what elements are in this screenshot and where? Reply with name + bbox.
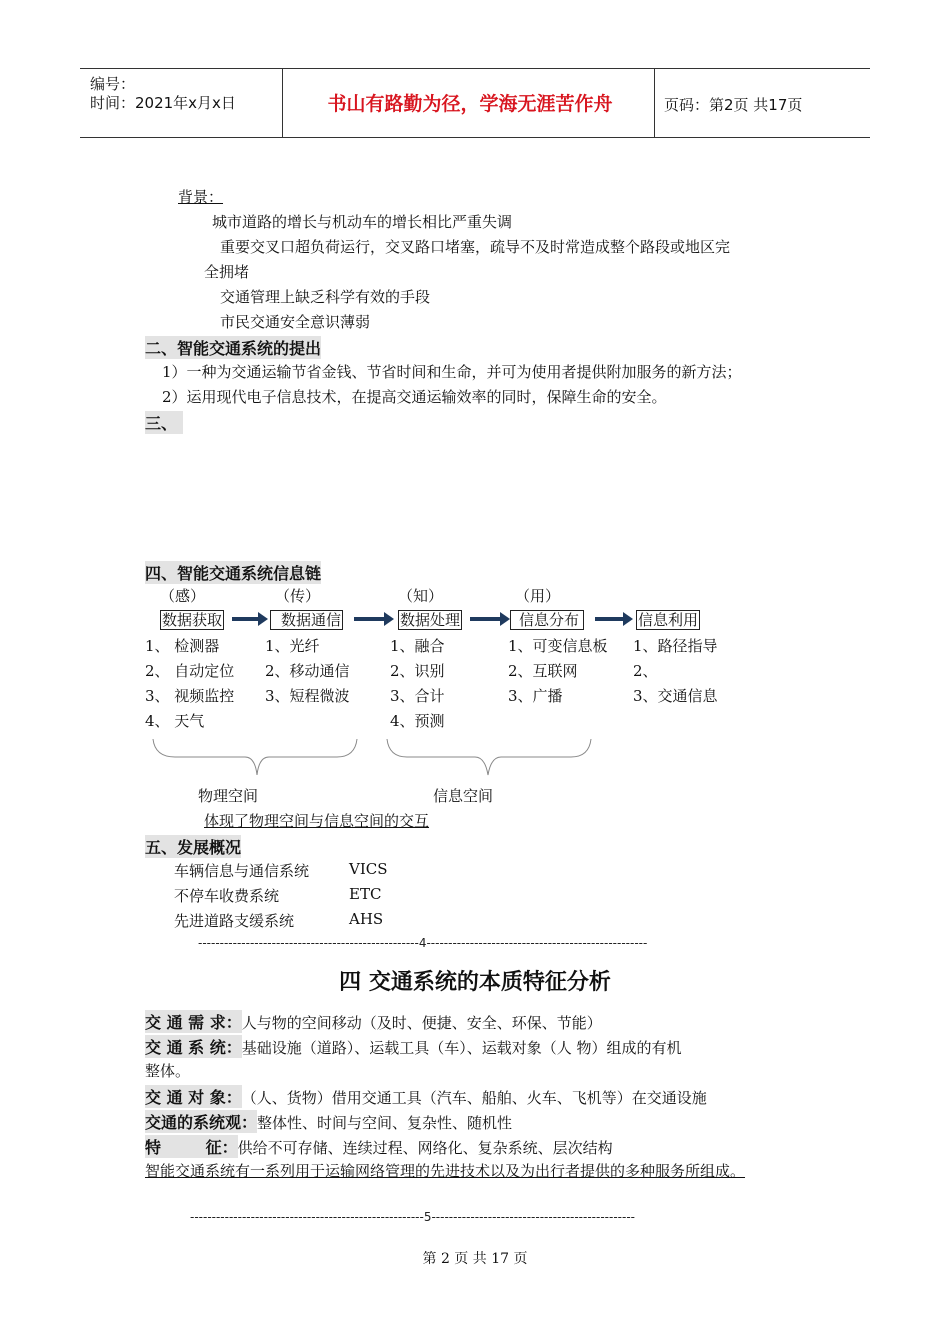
- background-line: 全拥堵: [204, 263, 250, 281]
- section2-item: 1）一种为交通运输节省金钱、节省时间和生命，并可为使用者提供附加服务的新方法；: [162, 363, 742, 381]
- right-arrow-icon: [595, 612, 633, 626]
- background-line: 交通管理上缺乏科学有效的手段: [220, 288, 431, 306]
- closing-sentence: 智能交通系统有一系列用于运输网络管理的先进技术以及为出行者提供的多种服务所组成。: [145, 1162, 746, 1180]
- feature-row: [145, 1085, 707, 1108]
- page-footer: 第 2 页 共 17 页: [422, 1251, 528, 1267]
- stage-item: 2、: [633, 662, 658, 680]
- brace-info: [387, 739, 591, 775]
- feature-label: 特 征：: [145, 1135, 238, 1158]
- stage-box-info-distribution: 信息分布: [510, 610, 584, 630]
- feature-text: 整体。: [145, 1062, 191, 1080]
- stage-item: 1、 检测器: [145, 637, 220, 655]
- system-name: 先进道路支缓系统: [174, 912, 295, 930]
- stage-item: 2、移动通信: [265, 662, 350, 680]
- feature-row: [145, 1010, 602, 1033]
- brace-physical: [153, 739, 357, 775]
- stage-item: 3、交通信息: [633, 687, 718, 705]
- right-arrow-icon: [470, 612, 510, 626]
- stage-item: 3、广播: [508, 687, 563, 705]
- interaction-summary: 体现了物理空间与信息空间的交互: [204, 812, 430, 830]
- feature-text: 整体性、时间与空间、复杂性、随机性: [257, 1114, 513, 1132]
- stage-item: 2、 自动定位: [145, 662, 235, 680]
- feature-label: 交 通 需 求：: [145, 1010, 242, 1033]
- header-divider: [282, 69, 283, 137]
- page-header: [80, 68, 870, 138]
- stage-item: 3、短程微波: [265, 687, 350, 705]
- stage-tag: （用）: [515, 587, 561, 605]
- number-label: 编号：: [90, 75, 136, 93]
- feature-row: [145, 1060, 190, 1081]
- stage-item: 1、光纤: [265, 637, 320, 655]
- header-motto: 书山有路勤为径，学海无涯苦作舟: [327, 93, 613, 115]
- right-arrow-icon: [232, 612, 268, 626]
- section4-heading: 四、智能交通系统信息链: [145, 561, 321, 584]
- system-name: 不停车收费系统: [174, 887, 280, 905]
- system-name: 车辆信息与通信系统: [174, 862, 310, 880]
- background-line: 重要交叉口超负荷运行，交叉路口堵塞，疏导不及时常造成整个路段或地区完: [220, 238, 731, 256]
- stage-item: 2、互联网: [508, 662, 578, 680]
- system-abbr: ETC: [349, 885, 382, 903]
- feature-label: 交 通 对 象：: [145, 1085, 242, 1108]
- stage-box-data-processing: 数据处理: [400, 611, 461, 629]
- feature-label: 交 通 系 统：: [145, 1035, 242, 1058]
- page-code: 页码：第2页 共17页: [664, 96, 803, 114]
- right-arrow-icon: [354, 612, 394, 626]
- stage-item: 1、可变信息板: [508, 637, 608, 655]
- system-abbr: AHS: [349, 910, 384, 928]
- feature-row: [145, 1035, 682, 1058]
- stage-item: 4、 天气: [145, 712, 205, 730]
- section2-heading: 二、智能交通系统的提出: [145, 336, 321, 359]
- page-separator: ------------------------------------------------------5-----------------------------------------------: [190, 1210, 635, 1224]
- stage-box-data-acquisition: 数据获取: [162, 611, 223, 629]
- chapter-title: 四 交通系统的本质特征分析: [339, 970, 611, 995]
- feature-text: 人与物的空间移动（及时、便捷、安全、环保、节能）: [241, 1014, 602, 1032]
- feature-row: [145, 1110, 512, 1133]
- stage-item: 3、 视频监控: [145, 687, 235, 705]
- stage-box-info-utilization: 信息利用: [638, 611, 699, 629]
- stage-item: 3、合计: [390, 687, 445, 705]
- section3-heading: 三、: [145, 411, 183, 434]
- section2-item: 2）运用现代电子信息技术，在提高交通运输效率的同时，保障生命的安全。: [162, 388, 667, 406]
- feature-text: 供给不可存储、连续过程、网络化、复杂系统、层次结构: [237, 1139, 613, 1157]
- page-separator: ---------------------------------------------------4---------------------------------------------------: [198, 936, 648, 950]
- header-divider: [654, 69, 655, 137]
- stage-item: 1、路径指导: [633, 637, 718, 655]
- stage-box-data-communication: 数据通信: [270, 610, 343, 630]
- stage-item: 1、融合: [390, 637, 445, 655]
- physical-space-label: 物理空间: [198, 787, 259, 805]
- stage-item: 4、预测: [390, 712, 445, 730]
- feature-text: （人、货物）借用交通工具（汽车、船舶、火车、飞机等）在交通设施: [241, 1089, 707, 1107]
- info-space-label: 信息空间: [433, 787, 494, 805]
- feature-text: 基础设施（道路）、运载工具（车）、运载对象（人 物）组成的有机: [241, 1039, 682, 1057]
- stage-tag: （知）: [398, 587, 444, 605]
- system-abbr: VICS: [349, 860, 388, 878]
- background-line: 市民交通安全意识薄弱: [220, 313, 371, 331]
- stage-tag: （感）: [160, 587, 206, 605]
- feature-row: [145, 1135, 613, 1158]
- background-line: 城市道路的增长与机动车的增长相比严重失调: [212, 213, 513, 231]
- stage-item: 2、识别: [390, 662, 445, 680]
- date-label: 时间：2021年x月x日: [90, 94, 236, 112]
- brace-diagram: [145, 735, 605, 785]
- background-heading: 背景：: [178, 188, 224, 206]
- stage-tag: （传）: [275, 587, 321, 605]
- feature-label: 交通的系统观：: [145, 1110, 257, 1133]
- section5-heading: 五、发展概况: [145, 835, 241, 858]
